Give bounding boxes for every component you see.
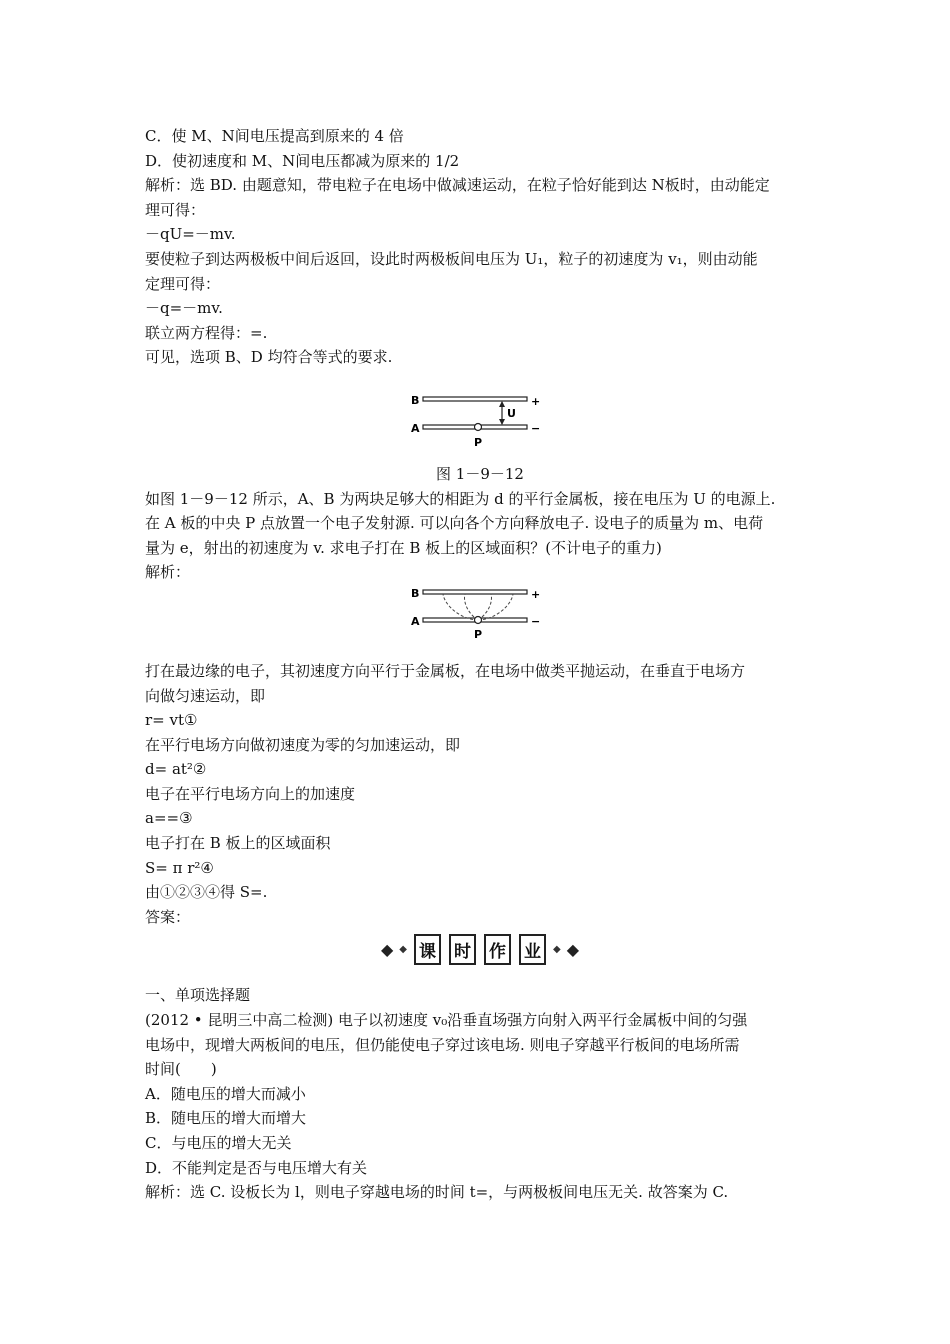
label-b: B: [411, 586, 420, 600]
equation: －qU=－mv.: [145, 225, 236, 244]
solution-label: 解析：: [145, 563, 191, 582]
label-plus: +: [531, 394, 541, 408]
diamond-icon: ◆: [380, 939, 394, 959]
question-line: (2012 • 昆明三中高二检测) 电子以初速度 v₀沿垂直场强方向射入两平行金属板中间的匀强: [145, 1011, 748, 1030]
question-line: 如图 1－9－12 所示，A、B 为两块足够大的相距为 d 的平行金属板，接在电压为 U 的电源上.: [145, 489, 776, 508]
option-c: C．使 M、N间电压提高到原来的 4 倍: [145, 127, 404, 145]
question-line: 电场中，现增大两板间的电压，但仍能使电子穿过该电场. 则电子穿越平行板间的电场所需: [145, 1035, 740, 1054]
label-minus: −: [531, 614, 541, 628]
label-plus: +: [531, 587, 541, 601]
option-c: C．与电压的增大无关: [145, 1134, 292, 1152]
banner-char: 时: [449, 934, 476, 965]
equation: d= at²②: [145, 760, 207, 779]
equation: －q=－mv.: [145, 299, 223, 318]
plate-b: [423, 397, 527, 401]
solution-line: 在平行电场方向做初速度为零的匀加速运动，即: [145, 735, 461, 754]
equation: a==③: [145, 809, 193, 828]
solution-line: 电子在平行电场方向上的加速度: [145, 784, 356, 803]
question-line: 量为 e，射出的初速度为 v. 求电子打在 B 板上的区域面积？(不计电子的重力): [145, 538, 662, 557]
label-p: P: [474, 627, 483, 641]
option-d: D．使初速度和 M、N间电压都减为原来的 1/2: [145, 151, 460, 170]
answer-label: 答案：: [145, 907, 191, 926]
solution-line: 电子打在 B 板上的区域面积: [145, 834, 331, 853]
source-p: [475, 616, 482, 623]
solution-line: 联立两方程得：=.: [145, 323, 268, 342]
solution-line: 要使粒子到达两极板中间后返回，设此时两极板间电压为 U₁，粒子的初速度为 v₁，则由动能: [145, 249, 758, 268]
label-a: A: [411, 421, 420, 435]
source-p: [475, 423, 482, 430]
banner-char: 业: [519, 934, 546, 965]
figure-caption: 图 1－9－12: [436, 464, 524, 483]
solution-line: 由①②③④得 S=.: [145, 883, 268, 902]
banner-char: 作: [484, 934, 511, 965]
banner-char: 课: [414, 934, 441, 965]
trajectory-inner-right: [478, 594, 491, 620]
label-minus: −: [531, 421, 541, 435]
trajectory-diagram: [145, 585, 815, 641]
option-b: B．随电压的增大而增大: [145, 1109, 307, 1128]
question-line: 时间( ): [145, 1060, 217, 1079]
diamond-icon: ◆: [566, 939, 580, 959]
homework-banner: [145, 929, 815, 969]
figure-plates-2: [145, 585, 815, 641]
solution-line: 定理可得：: [145, 274, 221, 293]
figure-plates-1: [145, 370, 815, 462]
label-b: B: [411, 393, 420, 407]
trajectory-inner-left: [465, 594, 478, 620]
plate-b: [423, 590, 527, 594]
label-p: P: [474, 435, 483, 449]
solution-line: 可见，选项 B、D 均符合等式的要求.: [145, 348, 393, 367]
plates-diagram: [145, 370, 815, 462]
equation: S= π r²④: [145, 858, 214, 877]
small-diamond-icon: ◆: [553, 943, 561, 955]
equation: r= vt①: [145, 711, 198, 730]
solution-line: 向做匀速运动，即: [145, 686, 266, 705]
label-a: A: [411, 614, 420, 628]
section-heading: 一、单项选择题: [145, 986, 251, 1005]
option-a: A．随电压的增大而减小: [145, 1084, 306, 1103]
label-u: U: [507, 406, 516, 420]
solution-line: 理可得：: [145, 200, 206, 219]
solution-line: 解析：选 BD. 由题意知，带电粒子在电场中做减速运动，在粒子恰好能到达 N板时，由动能定: [145, 176, 770, 195]
document-page: [145, 124, 815, 1205]
solution-line: 解析：选 C. 设板长为 l，则电子穿越电场的时间 t=，与两极板间电压无关. 故答案为 C.: [145, 1183, 729, 1202]
question-line: 在 A 板的中央 P 点放置一个电子发射源. 可以向各个方向释放电子. 设电子的质量为 m、电荷: [145, 514, 764, 533]
small-diamond-icon: ◆: [399, 943, 407, 955]
option-d: D．不能判定是否与电压增大有关: [145, 1158, 368, 1177]
solution-line: 打在最边缘的电子，其初速度方向平行于金属板，在电场中做类平抛运动，在垂直于电场方: [145, 661, 746, 680]
